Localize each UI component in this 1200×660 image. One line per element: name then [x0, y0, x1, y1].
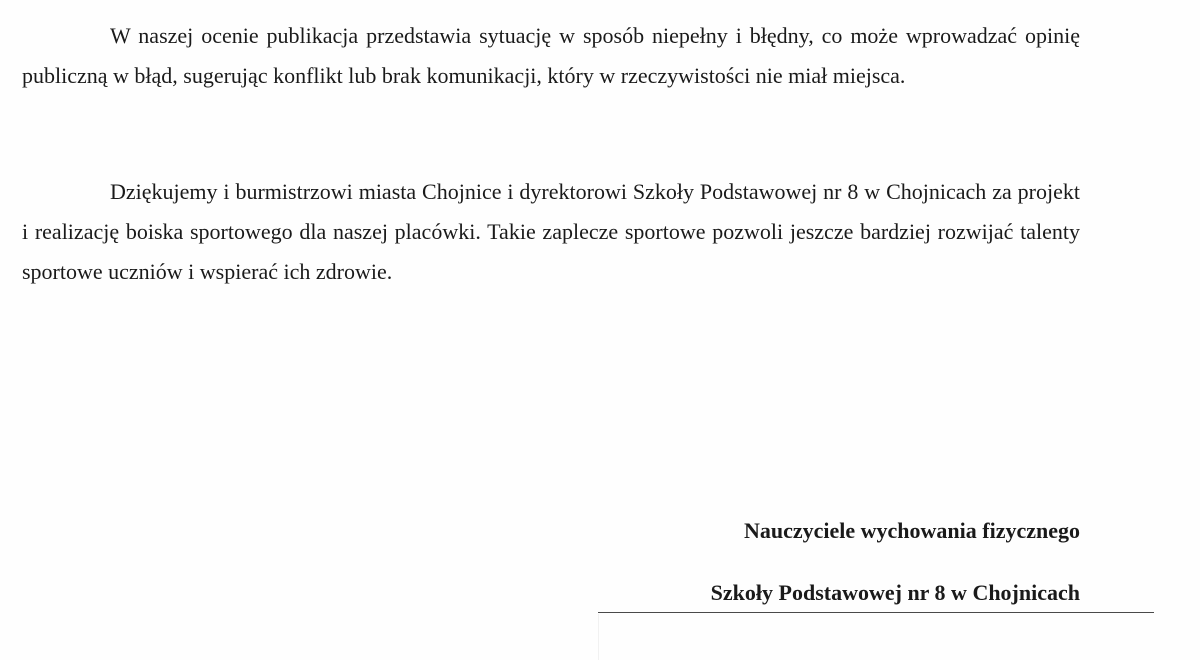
- signature-line-1: Nauczyciele wychowania fizycznego: [743, 518, 1080, 543]
- body-paragraph-1: W naszej ocenie publikacja przedstawia sytuację w sposób niepełny i błędny, co może wprowadzać opinię publiczną w błąd, sugerując konflikt lub brak komunikacji, który w rzeczywistości nie miał miejsca.: [22, 23, 1080, 88]
- body-paragraph-2: Dziękujemy i burmistrzowi miasta Chojnice i dyrektorowi Szkoły Podstawowej nr 8 w Chojnicach za projekt i realizację boiska sportowego dla naszej placówki. Takie zaplecze sportowe pozwoli jeszcze bardziej rozwijać talenty sportowe uczniów i wspierać ich zdrowie.: [22, 179, 1080, 284]
- signature-line-2: Szkoły Podstawowej nr 8 w Chojnicach: [710, 580, 1080, 605]
- signature-divider: [598, 612, 1154, 613]
- scan-artifact-box: [598, 614, 599, 660]
